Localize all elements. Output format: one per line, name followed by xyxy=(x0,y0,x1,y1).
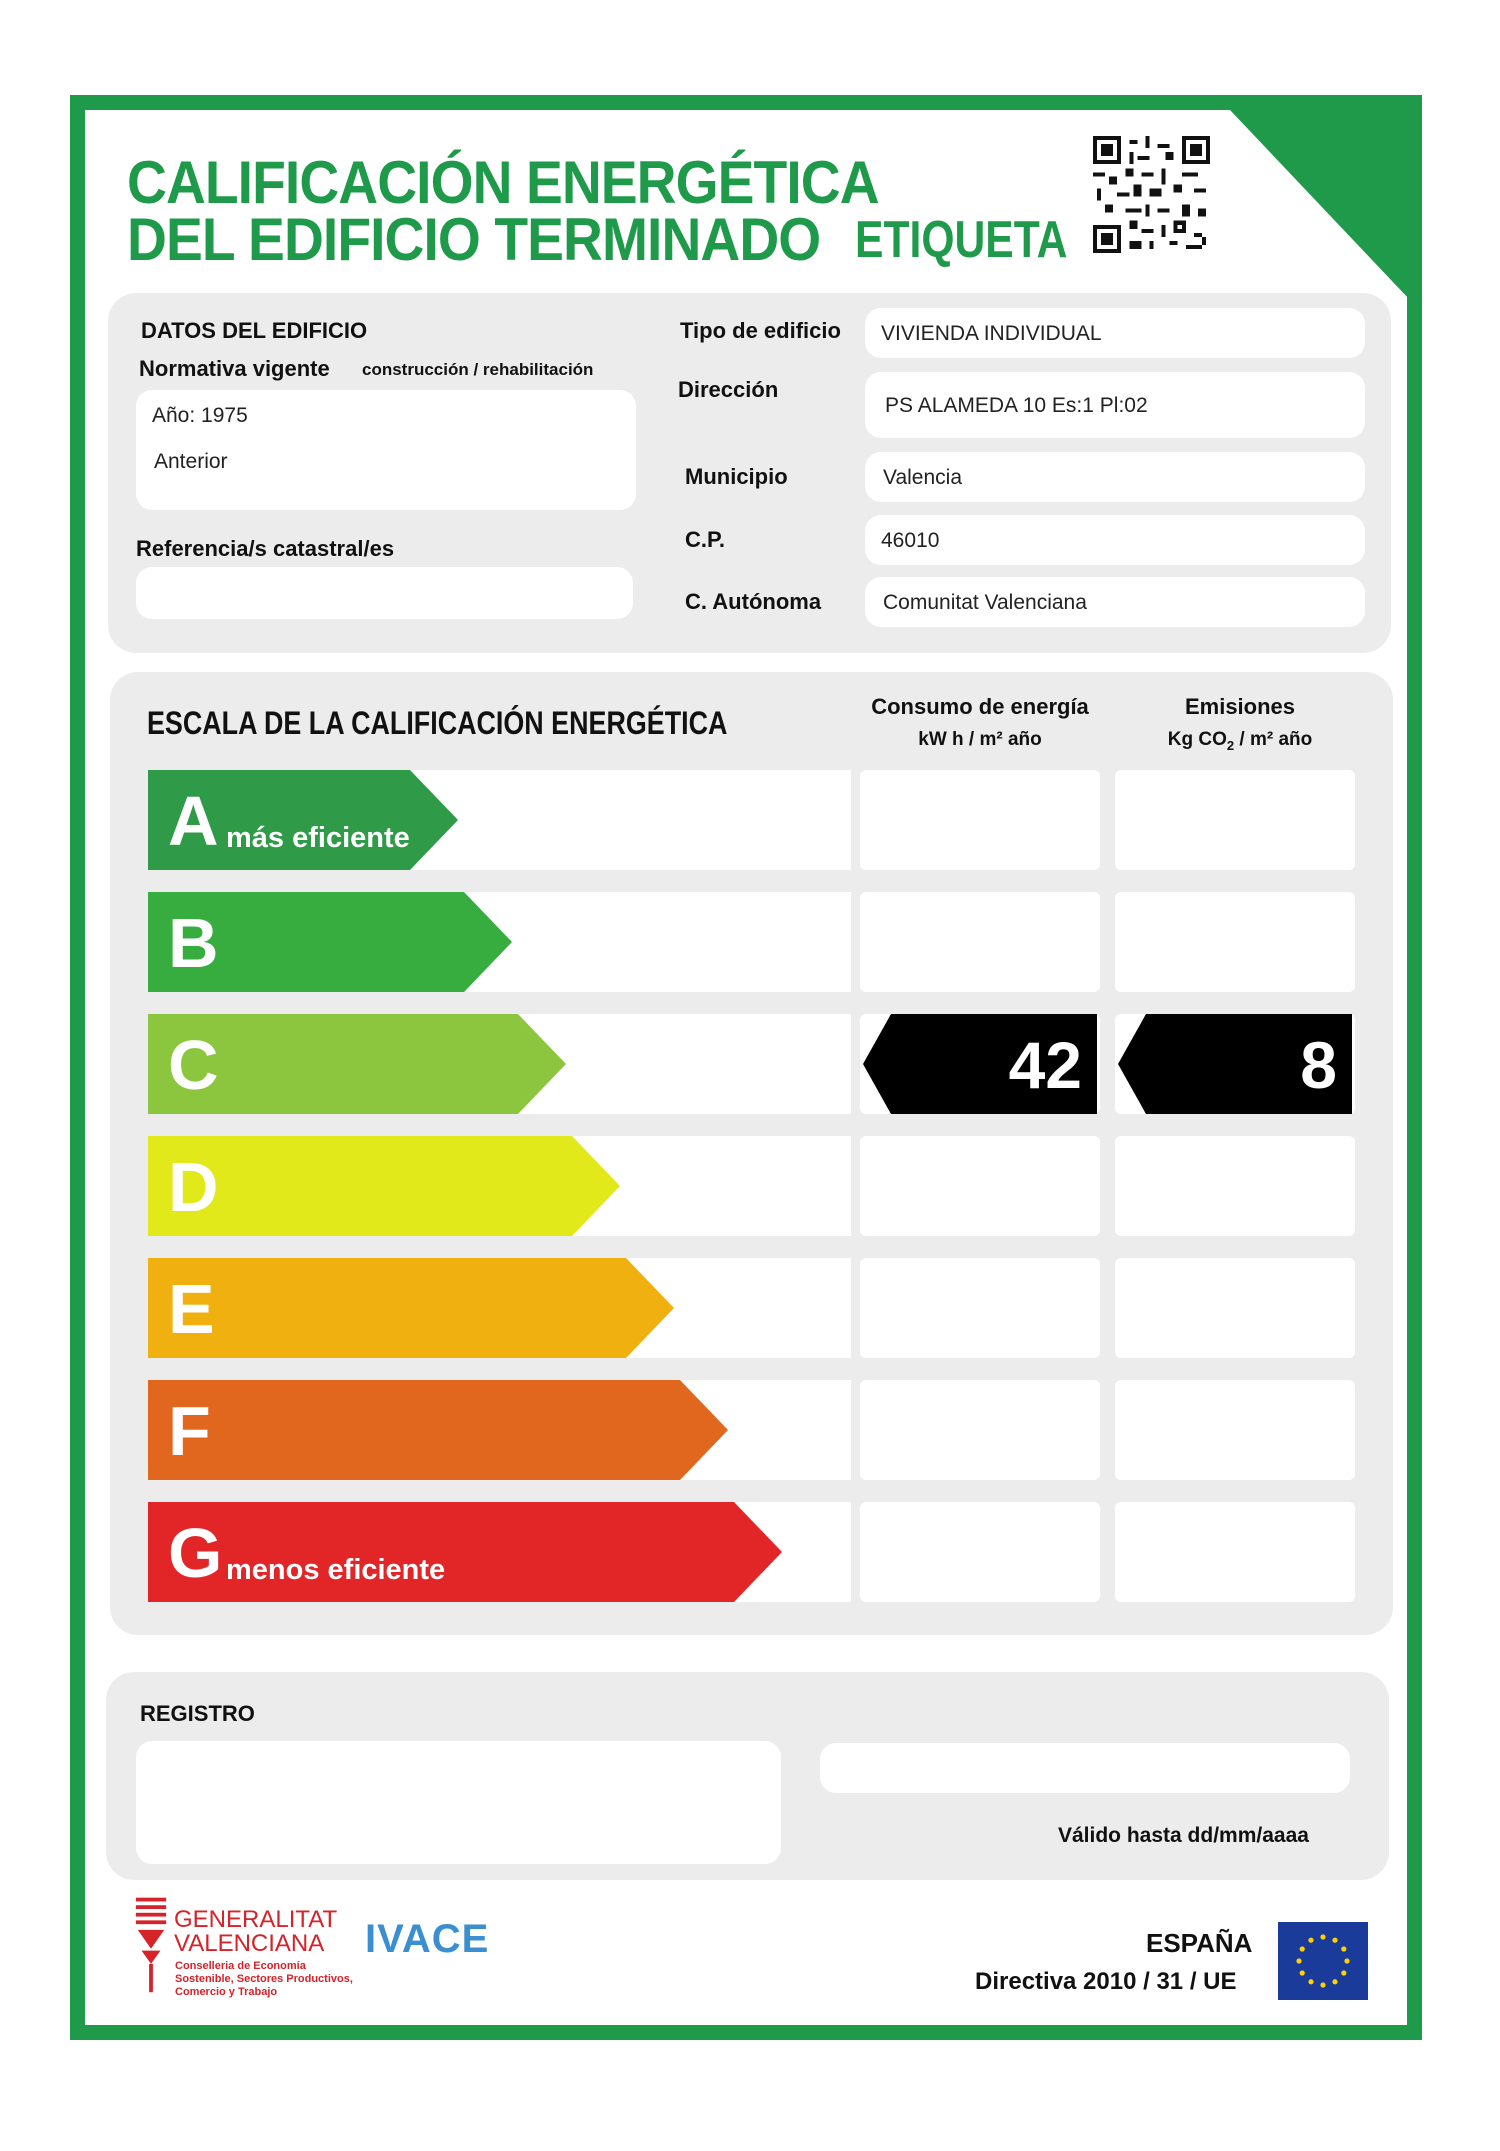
normativa-label: Normativa vigente xyxy=(139,356,330,381)
field-text-tipo: VIVIENDA INDIVIDUAL xyxy=(881,322,1102,345)
field-label-municipio: Municipio xyxy=(685,464,788,489)
emissions-unit-text: Kg $CO_2 / m^2$ año xyxy=(1167,729,1313,753)
field-text-direccion: PS ALAMEDA 10 Es:1 Pl:02 xyxy=(885,394,1148,417)
class-arrow-g xyxy=(148,1502,782,1602)
class-letter-f: F xyxy=(168,1392,211,1470)
registry-field xyxy=(136,1741,781,1864)
title-line-2: DEL EDIFICIO TERMINADO xyxy=(127,206,821,273)
corner-triangle xyxy=(1230,110,1410,300)
emissions-column-header xyxy=(1120,690,1360,762)
ivace-logo: IVACE xyxy=(365,1917,490,1961)
energy-cell-e xyxy=(860,1258,1100,1358)
energy-cell-f xyxy=(860,1380,1100,1480)
eu-star xyxy=(1341,1946,1346,1951)
emissions-rating-value: 8 xyxy=(1300,1028,1337,1102)
validity-field xyxy=(820,1743,1350,1793)
directive-label: Directiva 2010 / 31 / UE xyxy=(975,1968,1237,1995)
class-note-g: menos eficiente xyxy=(226,1554,446,1586)
normativa-value: Anterior xyxy=(154,450,228,473)
field-text-cp: 46010 xyxy=(881,529,940,552)
energy-rating-value: 42 xyxy=(1008,1028,1082,1102)
class-letter-g: G xyxy=(168,1514,223,1592)
scale-title: ESCALA DE LA CALIFICACIÓN ENERGÉTICA xyxy=(147,705,728,741)
eu-star xyxy=(1320,1934,1325,1939)
registry-title: REGISTRO xyxy=(140,1701,255,1726)
energy-cell-d xyxy=(860,1136,1100,1236)
eu-star xyxy=(1296,1958,1301,1963)
field-value-autonoma xyxy=(865,577,1365,627)
normativa-note: construcción / rehabilitación xyxy=(362,360,594,379)
class-arrow-f xyxy=(148,1380,728,1480)
class-letter-d: D xyxy=(168,1148,219,1226)
field-label-tipo: Tipo de edificio xyxy=(680,318,841,343)
class-arrow-e xyxy=(148,1258,674,1358)
eu-star xyxy=(1320,1982,1325,1987)
field-label-autonoma: C. Autónoma xyxy=(685,589,822,614)
field-label-direccion: Dirección xyxy=(678,377,779,402)
field-value-municipio xyxy=(865,452,1365,502)
gv-name-line1: GENERALITAT xyxy=(174,1906,338,1933)
energy-column-header xyxy=(860,690,1100,756)
field-label-cp: C.P. xyxy=(685,527,725,552)
eu-star xyxy=(1308,1979,1313,1984)
energy-cell-g xyxy=(860,1502,1100,1602)
gv-dept-line3: Comercio y Trabajo xyxy=(175,1986,278,1998)
gv-dept-line2: Sostenible, Sectores Productivos, xyxy=(175,1973,353,1985)
class-letter-e: E xyxy=(168,1270,215,1348)
eu-star xyxy=(1332,1979,1337,1984)
emissions-cell-d xyxy=(1115,1136,1355,1236)
generalitat-logo xyxy=(132,1892,170,1996)
field-text-municipio: Valencia xyxy=(883,466,962,489)
energy-unit-text: kW h / m² año xyxy=(918,729,1042,750)
normativa-box xyxy=(136,390,636,510)
field-value-tipo xyxy=(865,308,1365,358)
emissions-cell-b xyxy=(1115,892,1355,992)
eu-star xyxy=(1300,1946,1305,1951)
eu-star xyxy=(1300,1970,1305,1975)
class-letter-c: C xyxy=(168,1026,219,1104)
label-tag: ETIQUETA xyxy=(855,211,1068,269)
catastral-field xyxy=(136,567,633,619)
gv-dept-line1: Conselleria de Economía xyxy=(175,1960,306,1972)
emissions-cell-g xyxy=(1115,1502,1355,1602)
gv-name-line2: VALENCIANA xyxy=(174,1930,325,1957)
catastral-label: Referencia/s catastral/es xyxy=(136,536,395,561)
eu-star xyxy=(1341,1970,1346,1975)
class-letter-a: A xyxy=(168,782,219,860)
emissions-cell-a xyxy=(1115,770,1355,870)
emissions-cell-f xyxy=(1115,1380,1355,1480)
year-text: Año: 1975 xyxy=(152,404,248,427)
field-value-direccion xyxy=(865,372,1365,438)
energy-header-text: Consumo de energía xyxy=(871,694,1089,719)
field-value-cp xyxy=(865,515,1365,565)
qr-code xyxy=(1093,136,1210,253)
eu-flag-icon xyxy=(1277,1922,1369,2000)
country-label: ESPAÑA xyxy=(1146,1928,1253,1958)
title-line-1: CALIFICACIÓN ENERGÉTICA xyxy=(127,149,879,216)
eu-star xyxy=(1308,1938,1313,1943)
building-section-title: DATOS DEL EDIFICIO xyxy=(141,318,368,343)
energy-cell-a xyxy=(860,770,1100,870)
class-arrow-d xyxy=(148,1136,620,1236)
emissions-header-text: Emisiones xyxy=(1184,694,1296,719)
eu-star xyxy=(1344,1958,1349,1963)
class-note-a: más eficiente xyxy=(226,822,410,854)
eu-star xyxy=(1332,1938,1337,1943)
energy-cell-b xyxy=(860,892,1100,992)
class-letter-b: B xyxy=(168,904,219,982)
emissions-cell-e xyxy=(1115,1258,1355,1358)
valid-until-text: Válido hasta dd/mm/aaaa xyxy=(1058,1824,1309,1847)
field-text-autonoma: Comunitat Valenciana xyxy=(883,591,1087,614)
